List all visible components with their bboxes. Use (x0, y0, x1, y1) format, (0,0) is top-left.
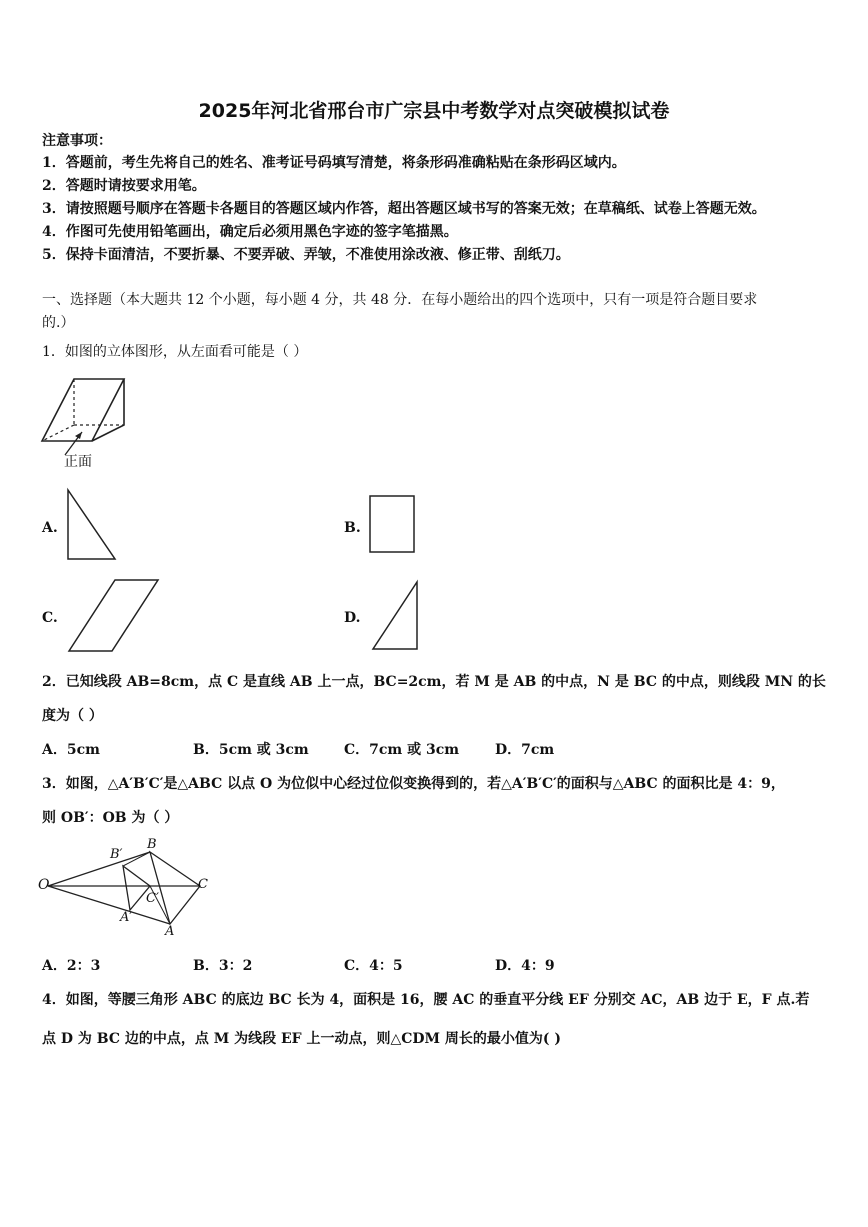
q1-option-b-figure (369, 495, 417, 555)
q4-stem-line2: 点 D 为 BC 边的中点，点 M 为线段 EF 上一动点，则△CDM 周长的最小值为( ) (42, 1031, 562, 1047)
q3-option-d[interactable]: D．4：9 (495, 958, 555, 974)
q2-option-a[interactable]: A．5cm (42, 742, 100, 758)
notice-heading: 注意事项： (42, 133, 112, 149)
q2-stem-line2: 度为（ ） (42, 708, 103, 724)
q3-label-c-prime: C′ (146, 891, 159, 906)
q3-label-o: O (38, 877, 50, 893)
q3-option-a[interactable]: A．2：3 (42, 958, 101, 974)
q2-option-b[interactable]: B．5cm 或 3cm (193, 742, 309, 758)
notice-item-3: 3．请按照题号顺序在答题卡各题目的答题区域内作答，超出答题区域书写的答案无效；在草稿纸、试卷上答题无效。 (42, 201, 766, 217)
q1-option-b-label[interactable]: B. (344, 520, 361, 536)
q3-label-c: C (198, 877, 208, 892)
q1-figure-label-front: 正面 (64, 454, 92, 470)
section-heading-line2: 的.） (42, 315, 75, 331)
notice-item-1: 1．答题前，考生先将自己的姓名、准考证号码填写清楚，将条形码准确粘贴在条形码区域内。 (42, 155, 626, 171)
q1-option-d-label[interactable]: D. (344, 610, 361, 626)
q3-option-c[interactable]: C．4：5 (344, 958, 403, 974)
q1-option-c-figure (67, 578, 162, 654)
page-title: 2025年河北省邢台市广宗县中考数学对点突破模拟试卷 (198, 100, 670, 122)
q1-option-d-figure (371, 580, 421, 652)
section-heading-line1: 一、选择题（本大题共 12 个小题，每小题 4 分，共 48 分．在每小题给出的四个选项中，只有一项是符合题目要求 (42, 292, 758, 308)
q2-option-d[interactable]: D．7cm (495, 742, 555, 758)
q3-label-b: B (147, 837, 157, 852)
q2-stem-line1: 2．已知线段 AB=8cm，点 C 是直线 AB 上一点，BC=2cm，若 M 是 AB 的中点，N 是 BC 的中点，则线段 MN 的长 (42, 674, 826, 690)
q2-option-c[interactable]: C．7cm 或 3cm (344, 742, 460, 758)
q1-stem: 1．如图的立体图形，从左面看可能是（ ） (42, 344, 308, 360)
q3-label-a-prime: A′ (120, 910, 133, 925)
q3-homothety-figure (38, 836, 218, 942)
q1-option-c-label[interactable]: C. (42, 610, 58, 626)
notice-item-2: 2．答题时请按要求用笔。 (42, 178, 206, 194)
q1-option-a-figure (66, 488, 118, 562)
q3-stem-line1: 3．如图，△A′B′C′是△ABC 以点 O 为位似中心经过位似变换得到的，若△A′B′C′的面积与△ABC 的面积比是 4：9， (42, 776, 785, 792)
notice-item-4: 4．作图可先使用铅笔画出，确定后必须用黑色字迹的签字笔描黑。 (42, 224, 458, 240)
q3-label-b-prime: B′ (110, 847, 123, 862)
q4-stem-line1: 4．如图，等腰三角形 ABC 的底边 BC 长为 4，面积是 16，腰 AC 的垂直平分线 EF 分别交 AC，AB 边于 E，F 点.若 (42, 992, 810, 1008)
q3-label-a: A (165, 924, 175, 939)
notice-item-5: 5．保持卡面清洁，不要折暴、不要弄破、弄皱，不准使用涂改液、修正带、刮纸刀。 (42, 247, 570, 263)
q3-stem-line2: 则 OB′：OB 为（ ） (42, 810, 179, 826)
q1-option-a-label[interactable]: A. (42, 520, 58, 536)
q3-option-b[interactable]: B．3：2 (193, 958, 253, 974)
